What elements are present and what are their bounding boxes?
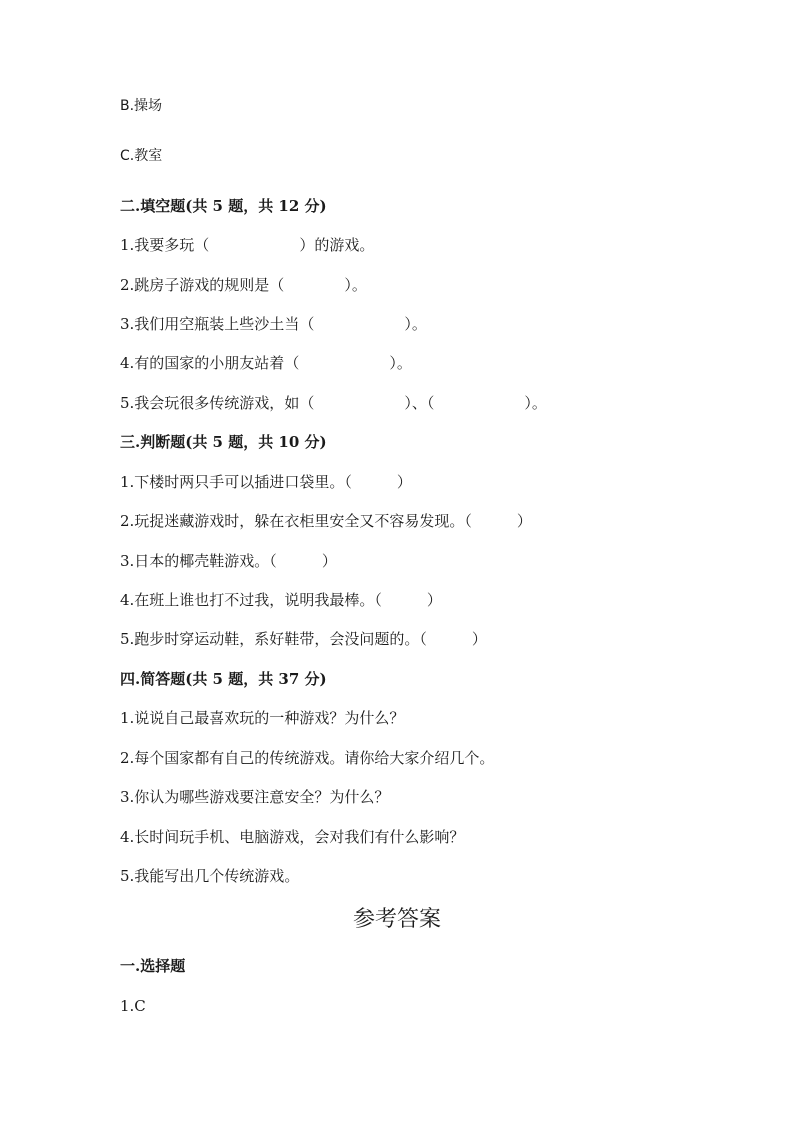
fill-blank-question-3: 3.我们用空瓶装上些沙土当（ ）。: [120, 315, 427, 333]
fill-blank-question-1: 1.我要多玩（ ）的游戏。: [120, 236, 375, 254]
true-false-section-header: 三.判断题(共 5 题，共 10 分): [120, 433, 327, 451]
fill-blank-question-4: 4.有的国家的小朋友站着（ ）。: [120, 354, 412, 372]
answer-key-title: 参考答案: [352, 907, 441, 932]
choice-option-b: B.操场: [120, 98, 163, 114]
true-false-question-5: 5.跑步时穿运动鞋，系好鞋带，会没问题的。（ ）: [120, 630, 487, 648]
true-false-question-4: 4.在班上谁也打不过我，说明我最棒。（ ）: [120, 591, 442, 609]
true-false-question-1: 1.下楼时两只手可以插进口袋里。（ ）: [120, 473, 412, 491]
answer-section-1-header: 一.选择题: [120, 957, 186, 975]
short-answer-question-5: 5.我能写出几个传统游戏。: [120, 867, 300, 885]
fill-blank-question-2: 2.跳房子游戏的规则是（ ）。: [120, 276, 367, 294]
short-answer-question-3: 3.你认为哪些游戏要注意安全？为什么？: [120, 788, 390, 806]
short-answer-question-2: 2.每个国家都有自己的传统游戏。请你给大家介绍几个。: [120, 749, 495, 767]
true-false-question-3: 3.日本的椰壳鞋游戏。（ ）: [120, 552, 337, 570]
choice-option-c: C.教室: [120, 148, 163, 164]
short-answer-section-header: 四.简答题(共 5 题，共 37 分): [120, 670, 327, 688]
fill-blank-question-5: 5.我会玩很多传统游戏，如（ ）、（ ）。: [120, 394, 547, 412]
short-answer-question-4: 4.长时间玩手机、电脑游戏，会对我们有什么影响？: [120, 828, 465, 846]
true-false-question-2: 2.玩捉迷藏游戏时，躲在衣柜里安全又不容易发现。（ ）: [120, 512, 532, 530]
fill-blank-section-header: 二.填空题(共 5 题，共 12 分): [120, 197, 327, 215]
answer-1: 1.C: [120, 997, 146, 1015]
short-answer-question-1: 1.说说自己最喜欢玩的一种游戏？为什么？: [120, 709, 405, 727]
